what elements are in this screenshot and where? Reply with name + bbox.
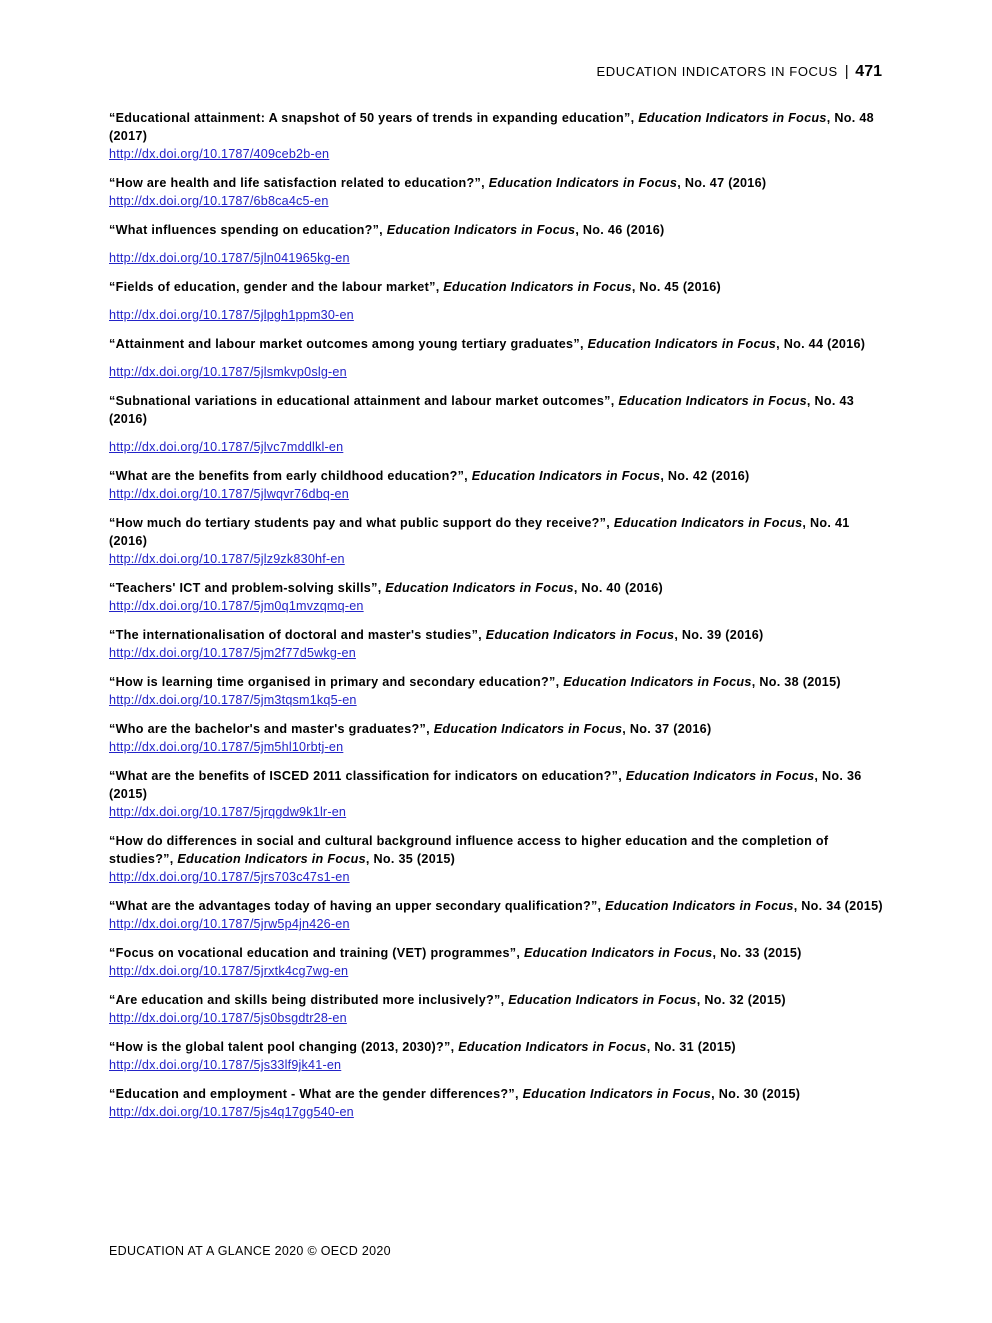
reference-entry: [109, 720, 884, 756]
reference-title: “Subnational variations in educational attainment and labour market outcomes”,: [109, 394, 619, 408]
issue-number: , No. 31 (2015): [646, 1040, 736, 1054]
reference-citation: [109, 467, 884, 485]
reference-citation: [109, 1085, 884, 1103]
reference-citation: [109, 1038, 884, 1056]
reference-title: “What are the advantages today of having an upper secondary qualification?”,: [109, 899, 606, 913]
reference-title: “Teachers' ICT and problem-solving skills”,: [109, 581, 386, 595]
reference-title: “Fields of education, gender and the labour market”,: [109, 280, 444, 294]
issue-number: , No. 42 (2016): [660, 469, 750, 483]
issue-number: , No. 47 (2016): [677, 176, 767, 190]
reference-entry: [109, 335, 884, 381]
reference-entry: [109, 109, 884, 163]
reference-entry: [109, 673, 884, 709]
reference-entry: [109, 897, 884, 933]
issue-number: , No. 48 (2017): [109, 111, 874, 143]
reference-entry: [109, 626, 884, 662]
reference-title: “How much do tertiary students pay and what public support do they receive?”,: [109, 516, 614, 530]
reference-entry: [109, 174, 884, 210]
reference-entry: [109, 392, 884, 456]
reference-entry: [109, 944, 884, 980]
reference-title: “How are health and life satisfaction related to education?”,: [109, 176, 489, 190]
reference-citation: [109, 673, 884, 691]
issue-number: , No. 38 (2015): [751, 675, 841, 689]
series-name: Education Indicators in Focus: [471, 469, 661, 483]
doi-link[interactable]: http://dx.doi.org/10.1787/5jrqgdw9k1lr-en: [109, 805, 347, 819]
doi-link[interactable]: http://dx.doi.org/10.1787/5jm0q1mvzqmq-en: [109, 599, 364, 613]
series-name: Education Indicators in Focus: [443, 280, 632, 294]
issue-number: , No. 44 (2016): [776, 337, 866, 351]
reference-title: “Educational attainment: A snapshot of 50 years of trends in expanding education”,: [109, 111, 639, 125]
doi-link[interactable]: http://dx.doi.org/10.1787/5js0bsgdtr28-en: [109, 1011, 347, 1025]
reference-title: “The internationalisation of doctoral and master's studies”,: [109, 628, 486, 642]
series-name: Education Indicators in Focus: [458, 1040, 647, 1054]
header-separator: |: [844, 63, 850, 80]
doi-link[interactable]: http://dx.doi.org/10.1787/5jlvc7mddlkl-en: [109, 440, 344, 454]
reference-citation: [109, 991, 884, 1009]
reference-citation: [109, 579, 884, 597]
reference-entry: [109, 1085, 884, 1121]
issue-number: , No. 45 (2016): [631, 280, 722, 294]
reference-citation: [109, 392, 884, 428]
reference-title: “How is learning time organised in primary and secondary education?”,: [109, 675, 564, 689]
reference-citation: [109, 626, 884, 644]
header-title: EDUCATION INDICATORS IN FOCUS: [596, 64, 838, 79]
doi-link[interactable]: http://dx.doi.org/10.1787/5jrxtk4cg7wg-en: [109, 964, 349, 978]
doi-link[interactable]: http://dx.doi.org/10.1787/5jln041965kg-en: [109, 251, 350, 265]
reference-title: “What are the benefits of ISCED 2011 classification for indicators on education?”,: [109, 769, 626, 783]
doi-link[interactable]: http://dx.doi.org/10.1787/5jm2f77d5wkg-en: [109, 646, 356, 660]
reference-citation: [109, 174, 884, 192]
doi-link[interactable]: http://dx.doi.org/10.1787/5js4q17gg540-en: [109, 1105, 354, 1119]
reference-entry: [109, 767, 884, 821]
series-name: Education Indicators in Focus: [488, 176, 678, 190]
reference-title: “Who are the bachelor's and master's graduates?”,: [109, 722, 434, 736]
doi-link[interactable]: http://dx.doi.org/10.1787/5js33lf9jk41-en: [109, 1058, 342, 1072]
page-number: 471: [855, 63, 882, 80]
series-name: Education Indicators in Focus: [433, 722, 623, 736]
issue-number: , No. 30 (2015): [711, 1087, 801, 1101]
reference-citation: [109, 109, 884, 145]
series-name: Education Indicators in Focus: [385, 581, 574, 595]
series-name: Education Indicators in Focus: [638, 111, 827, 125]
reference-citation: [109, 897, 884, 915]
issue-number: , No. 32 (2015): [696, 993, 786, 1007]
doi-link[interactable]: http://dx.doi.org/10.1787/5jlz9zk830hf-en: [109, 552, 345, 566]
issue-number: , No. 40 (2016): [573, 581, 664, 595]
series-name: Education Indicators in Focus: [563, 675, 752, 689]
doi-link[interactable]: http://dx.doi.org/10.1787/5jrs703c47s1-en: [109, 870, 350, 884]
series-name: Education Indicators in Focus: [522, 1087, 712, 1101]
doi-link[interactable]: http://dx.doi.org/10.1787/5jlwqvr76dbq-en: [109, 487, 349, 501]
series-name: Education Indicators in Focus: [386, 223, 576, 237]
doi-link[interactable]: http://dx.doi.org/10.1787/5jlsmkvp0slg-en: [109, 365, 347, 379]
reference-title: “Are education and skills being distributed more inclusively?”,: [109, 993, 509, 1007]
reference-citation: [109, 335, 884, 353]
reference-entry: [109, 1038, 884, 1074]
series-name: Education Indicators in Focus: [613, 516, 803, 530]
page-footer: EDUCATION AT A GLANCE 2020 © OECD 2020: [109, 1244, 391, 1258]
series-name: Education Indicators in Focus: [625, 769, 815, 783]
doi-link[interactable]: http://dx.doi.org/10.1787/409ceb2b-en: [109, 147, 330, 161]
issue-number: , No. 43 (2016): [109, 394, 855, 426]
reference-title: “How do differences in social and cultural background influence access to higher education and the completion of studies?”,: [109, 834, 829, 866]
doi-link[interactable]: http://dx.doi.org/10.1787/5jm3tqsm1kq5-en: [109, 693, 357, 707]
series-name: Education Indicators in Focus: [485, 628, 675, 642]
reference-citation: [109, 944, 884, 962]
reference-entry: [109, 467, 884, 503]
reference-title: “How is the global talent pool changing (2013, 2030)?”,: [109, 1040, 459, 1054]
issue-number: , No. 46 (2016): [575, 223, 665, 237]
issue-number: , No. 41 (2016): [109, 516, 850, 548]
reference-title: “What are the benefits from early childhood education?”,: [109, 469, 472, 483]
doi-link[interactable]: http://dx.doi.org/10.1787/5jrw5p4jn426-en: [109, 917, 350, 931]
reference-entry: [109, 832, 884, 886]
issue-number: , No. 34 (2015): [793, 899, 883, 913]
issue-number: , No. 33 (2015): [712, 946, 802, 960]
reference-citation: [109, 720, 884, 738]
series-name: Education Indicators in Focus: [605, 899, 794, 913]
doi-link[interactable]: http://dx.doi.org/10.1787/5jlpgh1ppm30-en: [109, 308, 354, 322]
reference-title: “What influences spending on education?”,: [109, 223, 387, 237]
series-name: Education Indicators in Focus: [523, 946, 713, 960]
reference-citation: [109, 767, 884, 803]
reference-citation: [109, 514, 884, 550]
issue-number: , No. 36 (2015): [109, 769, 862, 801]
reference-citation: [109, 832, 884, 868]
series-name: Education Indicators in Focus: [587, 337, 777, 351]
reference-entry: [109, 514, 884, 568]
reference-citation: [109, 278, 884, 296]
issue-number: , No. 35 (2015): [365, 852, 456, 866]
issue-number: , No. 39 (2016): [674, 628, 764, 642]
series-name: Education Indicators in Focus: [177, 852, 366, 866]
reference-title: “Attainment and labour market outcomes among young tertiary graduates”,: [109, 337, 588, 351]
doi-link[interactable]: http://dx.doi.org/10.1787/6b8ca4c5-en: [109, 194, 329, 208]
reference-entry: [109, 221, 884, 267]
issue-number: , No. 37 (2016): [622, 722, 712, 736]
reference-title: “Focus on vocational education and training (VET) programmes”,: [109, 946, 524, 960]
series-name: Education Indicators in Focus: [508, 993, 697, 1007]
running-header: [596, 63, 882, 81]
reference-entry: [109, 579, 884, 615]
reference-list: [109, 109, 884, 1121]
reference-entry: [109, 991, 884, 1027]
doi-link[interactable]: http://dx.doi.org/10.1787/5jm5hl10rbtj-en: [109, 740, 344, 754]
reference-citation: [109, 221, 884, 239]
reference-entry: [109, 278, 884, 324]
reference-title: “Education and employment - What are the gender differences?”,: [109, 1087, 523, 1101]
series-name: Education Indicators in Focus: [618, 394, 807, 408]
